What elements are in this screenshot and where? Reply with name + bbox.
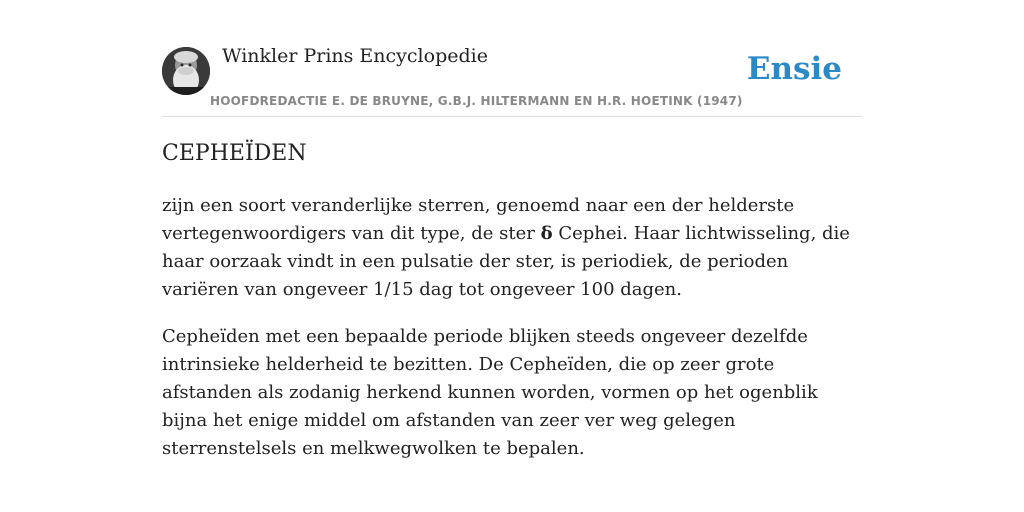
publication-title[interactable]: Winkler Prins Encyclopedie (222, 45, 488, 67)
paragraph-1-text-b: Cephei. Haar lichtwisseling, die haar oorzaak vindt in een pulsatie der ster, is periodiek, de perioden variëren van ongeveer 1/15 dag tot ongeveer 100 dagen. (162, 223, 850, 300)
delta-symbol: δ (540, 223, 553, 244)
publication-header (162, 44, 862, 117)
entry-body (162, 192, 862, 482)
editors-line: HOOFDREDACTIE E. DE BRUYNE, G.B.J. HILTERMANN EN H.R. HOETINK (1947) (210, 94, 743, 108)
bearded-man-portrait-icon (162, 47, 210, 95)
avatar (162, 47, 210, 95)
entry-headword: CEPHEÏDEN (162, 141, 307, 166)
entry-paragraph-2: Cepheïden met een bepaalde periode blijken steeds ongeveer dezelfde intrinsieke helderheid te bezitten. De Cepheïden, die op zeer grote afstanden als zodanig herkend kunnen worden, vormen op het ogenblik bijna het enige middel om afstanden van zeer ver weg gelegen sterrenstelsels en melkwegwolken te bepalen. (162, 326, 818, 459)
brand-logo-link[interactable]: Ensie (746, 51, 842, 87)
entry-paragraph-1 (162, 192, 862, 304)
paragraph-1-text-a: zijn een soort veranderlijke sterren, genoemd naar een der helderste vertegenwoordigers van dit type, de ster (162, 195, 795, 244)
